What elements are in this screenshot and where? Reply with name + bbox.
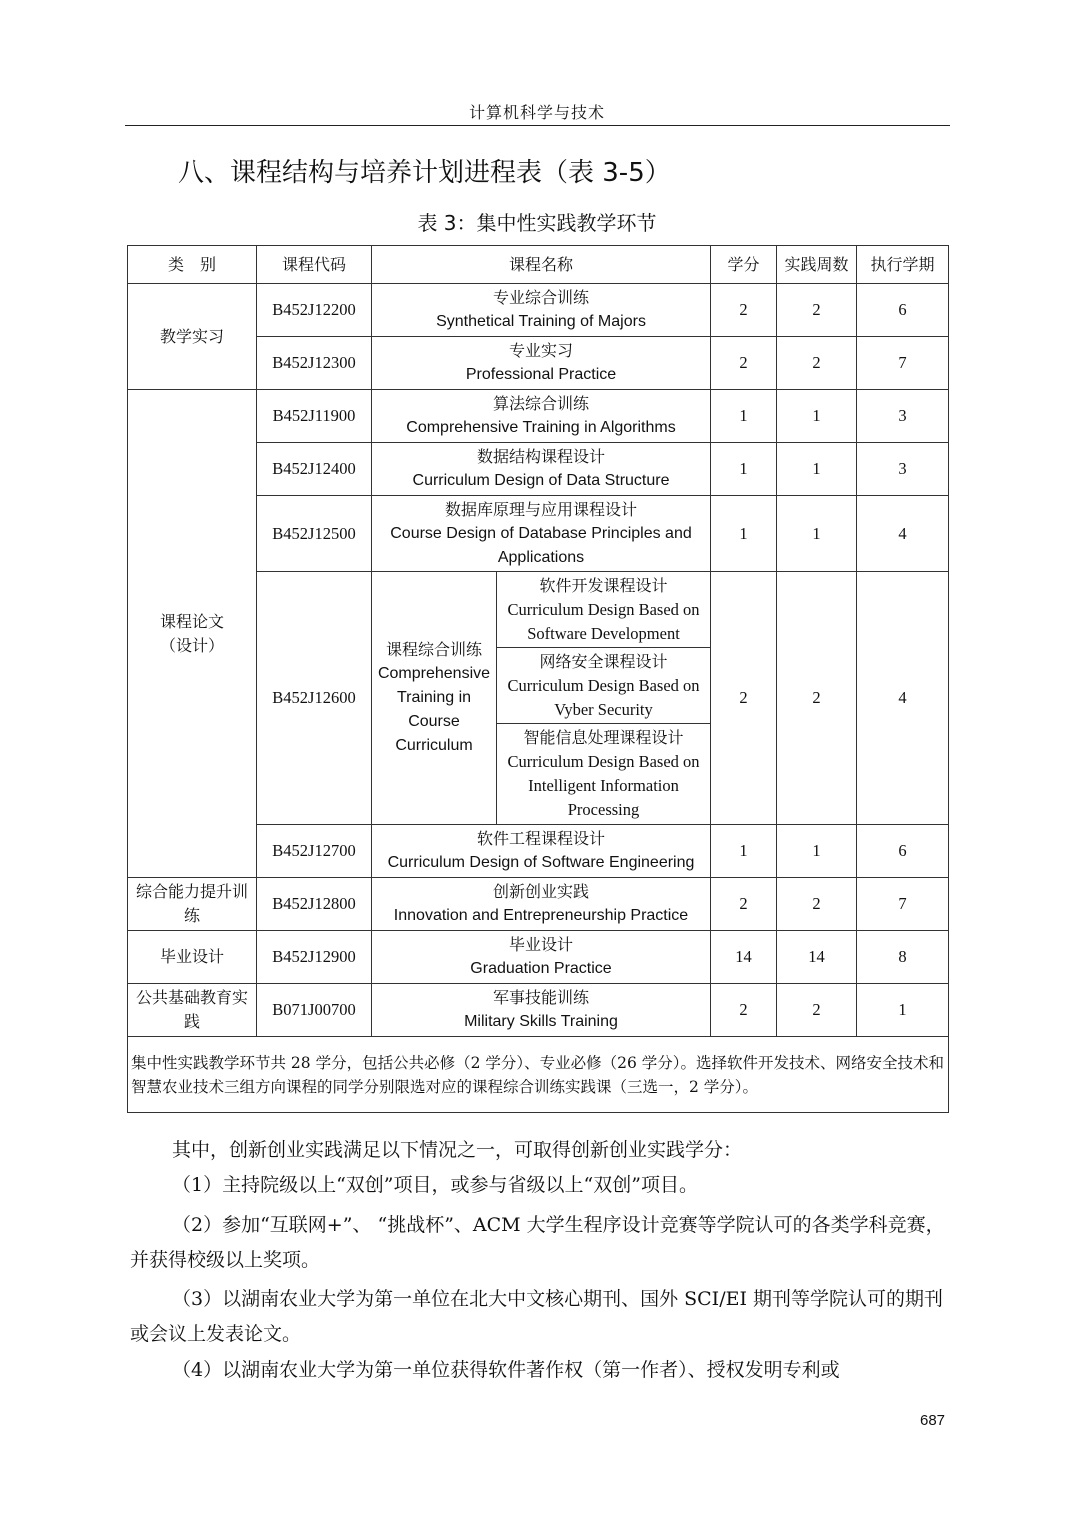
course-name: 软件工程课程设计 Curriculum Design of Software Engineering	[372, 825, 711, 878]
weeks: 2	[777, 878, 857, 931]
credits: 1	[711, 496, 777, 572]
course-code: B452J12800	[257, 878, 372, 931]
credits: 2	[711, 337, 777, 390]
table-row	[128, 284, 949, 337]
header-rule	[125, 125, 950, 126]
credits: 2	[711, 572, 777, 825]
header-semester: 执行学期	[857, 246, 949, 284]
header-code: 课程代码	[257, 246, 372, 284]
paragraph-item-2: （2）参加“互联网+”、 “挑战杯”、ACM 大学生程序设计竞赛等学院认可的各类学科竞赛，并获得校级以上奖项。	[130, 1214, 945, 1271]
paragraph-item-1: （1）主持院级以上“双创”项目，或参与省级以上“双创”项目。	[172, 1174, 698, 1196]
category-cell: 综合能力提升训练	[128, 878, 257, 931]
semester: 6	[857, 284, 949, 337]
weeks: 14	[777, 931, 857, 984]
weeks: 2	[777, 284, 857, 337]
category-cell: 公共基础教育实践	[128, 984, 257, 1037]
weeks: 2	[777, 572, 857, 825]
course-code: B452J12200	[257, 284, 372, 337]
table-row	[128, 931, 949, 984]
credits: 14	[711, 931, 777, 984]
category-cell: 课程论文 （设计）	[128, 390, 257, 878]
category-cell: 毕业设计	[128, 931, 257, 984]
course-code: B452J11900	[257, 390, 372, 443]
semester: 6	[857, 825, 949, 878]
table-row	[128, 878, 949, 931]
course-name: 专业实习 Professional Practice	[372, 337, 711, 390]
sub-course: 智能信息处理课程设计 Curriculum Design Based on Intelligent Information Processing	[497, 724, 711, 825]
weeks: 2	[777, 337, 857, 390]
weeks: 1	[777, 390, 857, 443]
course-code: B452J12500	[257, 496, 372, 572]
weeks: 1	[777, 443, 857, 496]
practice-table	[127, 245, 949, 1113]
course-code: B452J12700	[257, 825, 372, 878]
section-title: 八、课程结构与培养计划进程表（表 3-5）	[178, 158, 671, 188]
course-name: 军事技能训练 Military Skills Training	[372, 984, 711, 1037]
header-weeks: 实践周数	[777, 246, 857, 284]
credits: 2	[711, 878, 777, 931]
table-header-row	[128, 246, 949, 284]
running-header: 计算机科学与技术	[468, 103, 605, 122]
table-note-row	[128, 1037, 949, 1113]
course-name: 数据库原理与应用课程设计 Course Design of Database Principles and Applications	[372, 496, 711, 572]
page-number: 687	[920, 1412, 946, 1429]
course-name: 数据结构课程设计 Curriculum Design of Data Structure	[372, 443, 711, 496]
sub-course: 软件开发课程设计 Curriculum Design Based on Software Development	[497, 572, 711, 648]
semester: 3	[857, 443, 949, 496]
course-code: B452J12400	[257, 443, 372, 496]
course-name: 课程综合训练 Comprehensive Training in Course Curriculum	[372, 572, 497, 825]
semester: 7	[857, 337, 949, 390]
semester: 1	[857, 984, 949, 1037]
course-name: 毕业设计 Graduation Practice	[372, 931, 711, 984]
semester: 3	[857, 390, 949, 443]
course-code: B452J12300	[257, 337, 372, 390]
course-name: 专业综合训练 Synthetical Training of Majors	[372, 284, 711, 337]
course-name: 算法综合训练 Comprehensive Training in Algorithms	[372, 390, 711, 443]
table-caption: 表 3：集中性实践教学环节	[417, 211, 657, 235]
paragraph-intro: 其中，创新创业实践满足以下情况之一，可取得创新创业实践学分：	[172, 1139, 743, 1161]
semester: 4	[857, 572, 949, 825]
header-name: 课程名称	[372, 246, 711, 284]
table-row	[128, 390, 949, 443]
weeks: 1	[777, 825, 857, 878]
paragraph-item-4: （4）以湖南农业大学为第一单位获得软件著作权（第一作者）、授权发明专利或	[172, 1359, 840, 1381]
weeks: 2	[777, 984, 857, 1037]
credits: 1	[711, 390, 777, 443]
paragraph-item-3: （3）以湖南农业大学为第一单位在北大中文核心期刊、国外 SCI/EI 期刊等学院认可的期刊或会议上发表论文。	[130, 1288, 944, 1345]
table-note: 集中性实践教学环节共 28 学分，包括公共必修（2 学分）、专业必修（26 学分）。选择软件开发技术、网络安全技术和智慧农业技术三组方向课程的同学分别限选对应的课程综合训练实践课（三选一，2 学分）。	[128, 1037, 949, 1113]
semester: 7	[857, 878, 949, 931]
course-code: B452J12600	[257, 572, 372, 825]
course-name: 创新创业实践 Innovation and Entrepreneurship Practice	[372, 878, 711, 931]
weeks: 1	[777, 496, 857, 572]
credits: 1	[711, 443, 777, 496]
credits: 2	[711, 984, 777, 1037]
sub-course: 网络安全课程设计 Curriculum Design Based on Vyber Security	[497, 648, 711, 724]
course-code: B071J00700	[257, 984, 372, 1037]
semester: 4	[857, 496, 949, 572]
header-category: 类 别	[128, 246, 257, 284]
category-cell: 教学实习	[128, 284, 257, 390]
credits: 2	[711, 284, 777, 337]
table-row	[128, 984, 949, 1037]
semester: 8	[857, 931, 949, 984]
course-code: B452J12900	[257, 931, 372, 984]
credits: 1	[711, 825, 777, 878]
header-credits: 学分	[711, 246, 777, 284]
